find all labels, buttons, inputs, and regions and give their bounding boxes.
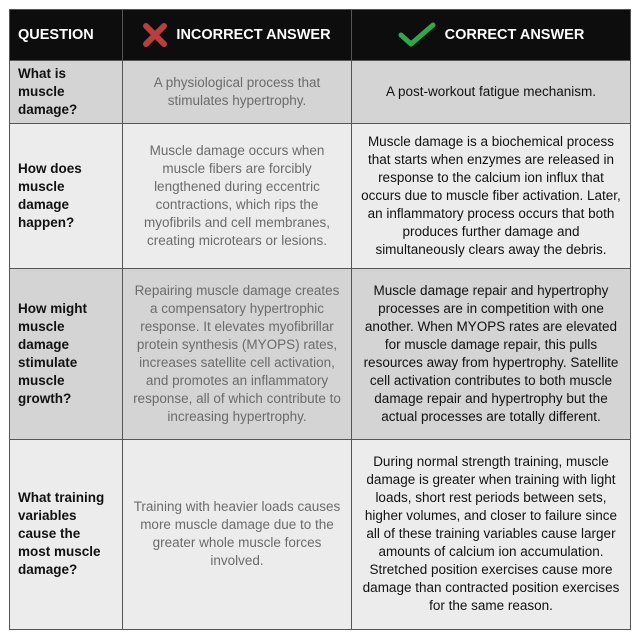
column-header-correct <box>352 10 631 61</box>
table-row <box>10 439 631 629</box>
question-cell: How does muscle damage happen? <box>10 124 123 269</box>
cross-icon <box>143 22 167 48</box>
correct-header-label: CORRECT ANSWER <box>444 27 585 43</box>
correct-answer-cell: A post-workout fatigue mechanism. <box>352 61 631 124</box>
header-row <box>10 10 631 61</box>
incorrect-header-label: INCORRECT ANSWER <box>176 27 331 43</box>
table-row <box>10 124 631 269</box>
incorrect-answer-cell: Repairing muscle damage creates a compensatory hypertrophic response. It elevates myofibrillar protein synthesis (MYOPS) rates, increases satellite cell activation, and promotes an inflammatory response, all of which contribute to increasing hypertrophy. <box>123 269 352 439</box>
correct-answer-cell: During normal strength training, muscle damage is greater when training with light loads, short rest periods between sets, higher volumes, and closer to failure since all of these training variables cause larger amounts of calcium ion accumulation. Stretched position exercises cause more damage than contracted position exercises for the same reason. <box>352 439 631 629</box>
table-row <box>10 269 631 439</box>
correct-answer-cell: Muscle damage is a biochemical process that starts when enzymes are released in response to the calcium ion influx that occurs due to muscle fiber activation. Later, an inflammatory process occurs that both produces further damage and simultaneously clears away the debris. <box>352 124 631 269</box>
comparison-table-container <box>9 9 630 630</box>
incorrect-answer-cell: Muscle damage occurs when muscle fibers are forcibly lengthened during eccentric contractions, which rips the myofibrils and cell membranes, creating microtears or lesions. <box>123 124 352 269</box>
incorrect-answer-cell: Training with heavier loads causes more muscle damage due to the greater whole muscle forces involved. <box>123 439 352 629</box>
table-row <box>10 61 631 124</box>
column-header-incorrect <box>123 10 352 61</box>
check-icon <box>398 22 436 48</box>
incorrect-answer-cell: A physiological process that stimulates hypertrophy. <box>123 61 352 124</box>
column-header-question: QUESTION <box>10 10 123 61</box>
question-cell: How might muscle damage stimulate muscle growth? <box>10 269 123 439</box>
comparison-table <box>9 9 631 630</box>
correct-answer-cell: Muscle damage repair and hypertrophy processes are in competition with one another. When MYOPS rates are elevated for muscle damage repair, this pulls resources away from hypertrophy. Satellite cell activation contributes to both muscle damage repair and hypertrophy but the actual processes are totally different. <box>352 269 631 439</box>
question-cell: What is muscle damage? <box>10 61 123 124</box>
question-cell: What training variables cause the most muscle damage? <box>10 439 123 629</box>
